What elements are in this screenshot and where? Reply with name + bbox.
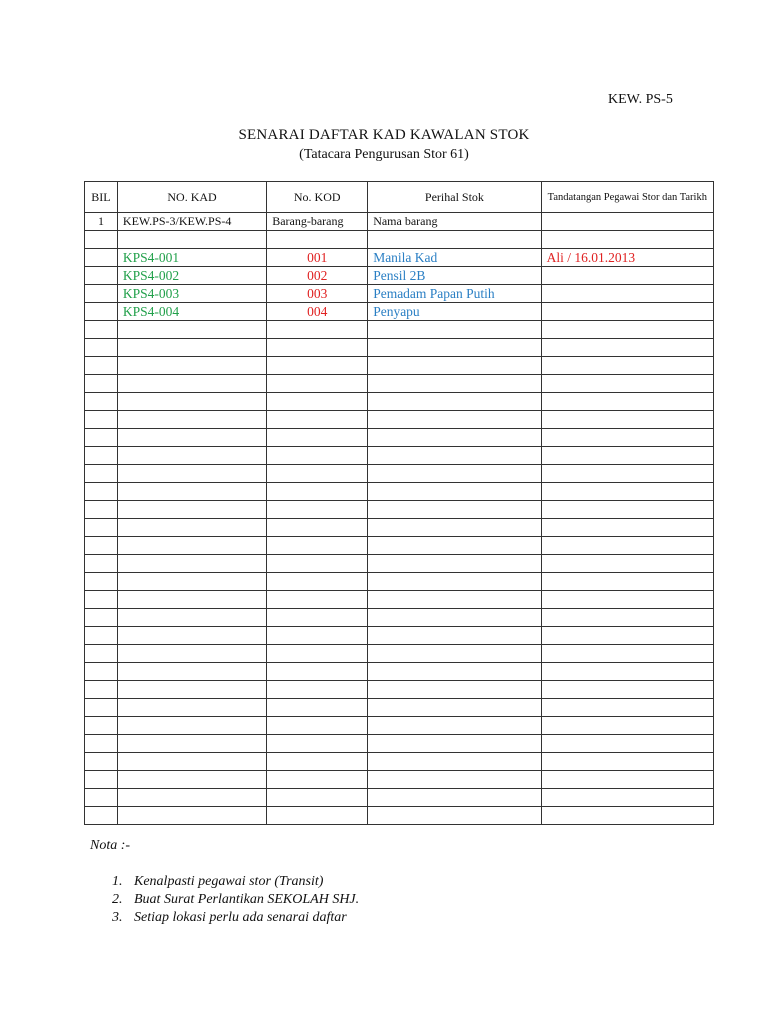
table-row (85, 375, 714, 393)
document-title: SENARAI DAFTAR KAD KAWALAN STOK (238, 127, 530, 143)
document-subtitle: (Tatacara Pengurusan Stor 61) (299, 147, 469, 162)
note-item (112, 874, 512, 892)
table-row (85, 717, 714, 735)
entry-perihal: Pensil 2B (368, 267, 541, 285)
example-no-kad: KEW.PS-3/KEW.PS-4 (117, 213, 266, 231)
note-number: 3. (112, 910, 123, 925)
example-perihal: Nama barang (368, 213, 541, 231)
table-row (85, 231, 714, 249)
example-row (85, 213, 714, 231)
table-row (85, 663, 714, 681)
entry-signature (541, 267, 713, 285)
table-row (85, 429, 714, 447)
table-row (85, 411, 714, 429)
table-row (85, 249, 714, 267)
table-row (85, 735, 714, 753)
table-row (85, 321, 714, 339)
notes-list (112, 874, 512, 928)
table-row (85, 465, 714, 483)
example-no-kod: Barang-barang (267, 213, 368, 231)
entry-no-kad: KPS4-004 (117, 303, 266, 321)
table-row (85, 447, 714, 465)
example-signature (541, 213, 713, 231)
table-row (85, 753, 714, 771)
header-no-kad: NO. KAD (117, 182, 266, 213)
table-row (85, 609, 714, 627)
header-perihal-stok: Perihal Stok (368, 182, 541, 213)
table-row (85, 789, 714, 807)
table-row (85, 681, 714, 699)
note-text: Kenalpasti pegawai stor (Transit) (134, 874, 324, 889)
note-item (112, 910, 512, 928)
entry-signature (541, 285, 713, 303)
note-text: Buat Surat Perlantikan SEKOLAH SHJ. (134, 892, 360, 907)
entry-no-kod: 001 (267, 249, 368, 267)
table-row (85, 771, 714, 789)
note-number: 1. (112, 874, 123, 889)
entry-perihal: Manila Kad (368, 249, 541, 267)
entry-no-kad: KPS4-003 (117, 285, 266, 303)
notes-section (90, 838, 360, 925)
entry-perihal: Pemadam Papan Putih (368, 285, 541, 303)
note-item (112, 892, 512, 910)
entry-signature: Ali / 16.01.2013 (541, 249, 713, 267)
note-text: Setiap lokasi perlu ada senarai daftar (134, 910, 347, 925)
table-row (85, 807, 714, 825)
entry-no-kad: KPS4-002 (117, 267, 266, 285)
table-row (85, 573, 714, 591)
entry-perihal: Penyapu (368, 303, 541, 321)
table-row (85, 591, 714, 609)
table-row (85, 627, 714, 645)
table-row (85, 645, 714, 663)
table-row (85, 501, 714, 519)
entry-no-kod: 004 (267, 303, 368, 321)
table-row (85, 519, 714, 537)
table-row (85, 357, 714, 375)
note-number: 2. (112, 892, 123, 907)
example-bil: 1 (85, 213, 118, 231)
table-row (85, 483, 714, 501)
header-no-kod: No. KOD (267, 182, 368, 213)
entry-no-kod: 003 (267, 285, 368, 303)
header-bil: BIL (85, 182, 118, 213)
form-code: KEW. PS-5 (608, 92, 673, 107)
stock-card-register-table (84, 181, 714, 825)
table-row (85, 699, 714, 717)
table-body (85, 213, 714, 825)
table-row (85, 285, 714, 303)
entry-no-kod: 002 (267, 267, 368, 285)
table-header-row (85, 182, 714, 213)
table-row (85, 303, 714, 321)
table-row (85, 267, 714, 285)
table-row (85, 393, 714, 411)
table-row (85, 555, 714, 573)
notes-label: Nota :- (90, 838, 131, 853)
table-row (85, 537, 714, 555)
entry-no-kad: KPS4-001 (117, 249, 266, 267)
entry-signature (541, 303, 713, 321)
table-row (85, 339, 714, 357)
header-signature-date: Tandatangan Pegawai Stor dan Tarikh (541, 182, 713, 213)
